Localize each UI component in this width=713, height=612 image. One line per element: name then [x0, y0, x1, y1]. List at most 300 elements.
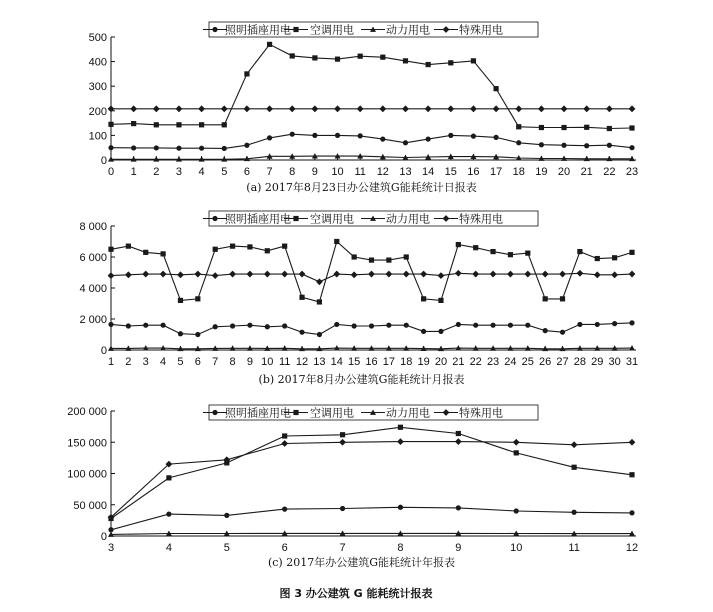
data-point — [421, 296, 426, 301]
x-tick-label: 21 — [580, 166, 593, 178]
data-point — [543, 328, 548, 333]
y-tick-label: 500 — [88, 32, 107, 44]
x-tick-label: 30 — [608, 356, 621, 368]
data-point — [221, 105, 228, 112]
legend-entry: 动力用电 — [386, 406, 430, 420]
legend-entry: 照明插座用电 — [225, 23, 291, 37]
data-point — [456, 322, 461, 327]
legend-entry: 空调用电 — [310, 406, 354, 420]
data-point — [525, 251, 530, 256]
x-tick-label: 4 — [160, 356, 167, 368]
data-point — [267, 135, 272, 140]
x-tick-label: 12 — [295, 356, 309, 368]
data-point — [130, 105, 137, 112]
data-point — [606, 105, 613, 112]
series-line — [111, 427, 632, 518]
x-tick-label: 14 — [422, 166, 435, 178]
data-point — [281, 440, 288, 447]
data-point — [213, 247, 218, 252]
x-tick-label: 6 — [281, 542, 288, 554]
data-point — [176, 146, 181, 151]
data-point — [312, 133, 317, 138]
series-diamond — [108, 105, 636, 112]
y-tick-label: 100 000 — [67, 468, 107, 481]
series-square — [108, 42, 634, 131]
data-point — [178, 331, 183, 336]
data-point — [153, 105, 160, 112]
data-point — [538, 105, 545, 112]
data-point — [629, 125, 634, 130]
x-tick-label: 21 — [452, 356, 465, 368]
series-line — [111, 533, 632, 534]
data-point — [629, 510, 634, 515]
data-point — [404, 323, 409, 328]
series-circle — [108, 320, 634, 337]
data-point — [199, 146, 204, 151]
x-tick-label: 4 — [165, 542, 172, 554]
data-point — [595, 256, 600, 261]
data-point — [426, 62, 431, 67]
data-point — [420, 271, 427, 278]
data-point — [402, 105, 409, 112]
data-point — [455, 438, 462, 445]
data-point — [222, 122, 227, 127]
data-point — [438, 329, 443, 334]
data-point — [490, 249, 495, 254]
data-point — [471, 134, 476, 139]
data-point — [126, 323, 131, 328]
data-point — [351, 271, 358, 278]
data-point — [472, 271, 479, 278]
data-point — [247, 323, 252, 328]
data-point — [607, 143, 612, 148]
x-tick-label: 19 — [535, 166, 548, 178]
data-point — [404, 254, 409, 259]
data-point — [612, 321, 617, 326]
data-point — [516, 124, 521, 129]
y-tick-label: 0 — [100, 531, 107, 543]
data-point — [560, 296, 565, 301]
data-point — [438, 272, 445, 279]
data-point — [334, 105, 341, 112]
data-point — [398, 425, 403, 430]
data-point — [561, 125, 566, 130]
y-tick-label: 50 000 — [73, 499, 107, 512]
x-tick-label: 9 — [246, 356, 253, 368]
x-tick-label: 25 — [521, 356, 534, 368]
x-tick-label: 9 — [455, 542, 462, 554]
data-point — [571, 441, 578, 448]
x-tick-label: 22 — [469, 356, 482, 368]
data-point — [194, 271, 201, 278]
data-point — [385, 271, 392, 278]
data-point — [247, 271, 254, 278]
x-tick-label: 2 — [125, 356, 132, 368]
data-point — [493, 135, 498, 140]
legend — [203, 211, 538, 226]
chart-title: (c) 2017年办公建筑G能耗统计年报表 — [267, 556, 456, 569]
x-tick-label: 11 — [278, 356, 291, 368]
data-point — [508, 323, 513, 328]
y-tick-label: 150 000 — [67, 437, 107, 450]
x-tick-label: 0 — [107, 166, 115, 178]
data-point — [229, 271, 236, 278]
data-point — [456, 505, 461, 510]
data-point — [244, 71, 249, 76]
legend-marker — [293, 216, 298, 221]
x-tick-label: 15 — [444, 166, 457, 178]
x-tick-label: 5 — [223, 542, 230, 554]
data-point — [524, 271, 531, 278]
data-point — [352, 323, 357, 328]
data-point — [335, 57, 340, 62]
data-point — [425, 105, 432, 112]
data-point — [311, 105, 318, 112]
chart-daily-report — [89, 22, 638, 194]
data-point — [629, 250, 634, 255]
data-point — [333, 271, 340, 278]
x-tick-label: 12 — [625, 542, 639, 554]
data-point — [126, 244, 131, 249]
data-point — [577, 322, 582, 327]
data-point — [299, 271, 306, 278]
data-point — [334, 322, 339, 327]
x-tick-label: 3 — [175, 166, 183, 178]
x-tick-label: 13 — [313, 356, 326, 368]
data-point — [282, 433, 287, 438]
data-point — [265, 248, 270, 253]
data-point — [358, 54, 363, 59]
data-point — [166, 475, 171, 480]
data-point — [224, 513, 229, 518]
x-tick-label: 10 — [510, 542, 523, 554]
x-tick-label: 6 — [194, 356, 201, 368]
y-tick-label: 200 000 — [67, 406, 107, 418]
series-circle — [108, 505, 634, 533]
legend-entry: 特殊用电 — [459, 23, 503, 37]
data-point — [447, 105, 454, 112]
data-point — [244, 143, 249, 148]
x-tick-label: 12 — [376, 166, 389, 178]
data-point — [508, 252, 513, 257]
data-point — [507, 271, 514, 278]
legend — [203, 22, 538, 37]
x-tick-label: 19 — [417, 356, 430, 368]
data-point — [473, 323, 478, 328]
series-line — [111, 442, 632, 518]
data-point — [195, 296, 200, 301]
x-tick-label: 17 — [382, 356, 395, 368]
legend-entry: 空调用电 — [310, 23, 354, 37]
x-tick-label: 7 — [339, 542, 346, 554]
x-tick-label: 26 — [539, 356, 552, 368]
data-point — [125, 271, 132, 278]
legend-marker — [212, 27, 217, 32]
x-tick-label: 20 — [434, 356, 448, 368]
data-point — [316, 278, 323, 285]
data-point — [369, 323, 374, 328]
data-point — [166, 512, 171, 517]
x-tick-label: 20 — [557, 166, 571, 178]
data-point — [513, 439, 520, 446]
x-tick-label: 24 — [504, 356, 517, 368]
data-point — [195, 332, 200, 337]
data-point — [584, 125, 589, 130]
x-tick-label: 8 — [397, 542, 404, 554]
data-point — [594, 271, 601, 278]
data-point — [247, 244, 252, 249]
legend-entry: 动力用电 — [386, 23, 430, 37]
data-point — [380, 136, 385, 141]
data-point — [514, 508, 519, 513]
data-point — [282, 244, 287, 249]
data-point — [108, 272, 115, 279]
data-point — [403, 58, 408, 63]
data-point — [386, 258, 391, 263]
data-point — [282, 323, 287, 328]
data-point — [357, 105, 364, 112]
x-tick-label: 10 — [261, 356, 274, 368]
x-tick-label: 11 — [354, 166, 366, 178]
data-point — [161, 251, 166, 256]
x-tick-label: 6 — [243, 166, 250, 178]
data-point — [143, 323, 148, 328]
data-point — [612, 255, 617, 260]
data-point — [176, 122, 181, 127]
data-point — [455, 270, 462, 277]
data-point — [490, 271, 497, 278]
data-point — [358, 133, 363, 138]
data-point — [335, 133, 340, 138]
y-tick-label: 400 — [88, 56, 107, 69]
series-diamond — [108, 270, 636, 285]
data-point — [611, 271, 618, 278]
series-line — [111, 507, 632, 530]
data-point — [154, 122, 159, 127]
y-tick-label: 6 000 — [79, 252, 107, 264]
data-point — [299, 330, 304, 335]
data-point — [131, 145, 136, 150]
data-point — [264, 271, 271, 278]
data-point — [386, 323, 391, 328]
data-point — [629, 472, 634, 477]
data-point — [198, 105, 205, 112]
data-point — [281, 271, 288, 278]
data-point — [142, 271, 149, 278]
chart-title: (a) 2017年8月23日办公建筑G能耗统计日报表 — [246, 181, 477, 194]
data-point — [516, 140, 521, 145]
data-point — [317, 332, 322, 337]
y-tick-label: 200 — [88, 105, 107, 118]
data-point — [282, 507, 287, 512]
x-tick-label: 8 — [289, 166, 296, 178]
data-point — [369, 258, 374, 263]
data-point — [629, 320, 634, 325]
data-point — [426, 136, 431, 141]
data-point — [561, 143, 566, 148]
data-point — [108, 145, 113, 150]
figure-caption: 图 3 办公建筑 G 能耗统计报表 — [279, 587, 433, 600]
data-point — [199, 122, 204, 127]
series-line — [111, 44, 632, 128]
data-point — [143, 250, 148, 255]
x-tick-label: 7 — [266, 166, 273, 178]
x-tick-label: 1 — [107, 356, 115, 368]
data-point — [572, 510, 577, 515]
data-point — [317, 299, 322, 304]
data-point — [160, 271, 167, 278]
legend-marker — [293, 410, 298, 415]
data-point — [473, 245, 478, 250]
data-point — [629, 105, 636, 112]
y-tick-label: 8 000 — [79, 221, 107, 233]
data-point — [572, 465, 577, 470]
x-tick-label: 27 — [556, 356, 569, 368]
x-tick-label: 1 — [130, 166, 137, 178]
data-point — [154, 145, 159, 150]
y-tick-label: 0 — [100, 155, 107, 167]
data-point — [265, 324, 270, 329]
x-tick-label: 22 — [603, 166, 616, 178]
data-point — [456, 431, 461, 436]
data-point — [340, 432, 345, 437]
data-point — [398, 505, 403, 510]
y-tick-label: 0 — [100, 345, 107, 357]
legend-marker — [212, 410, 217, 415]
data-point — [515, 105, 522, 112]
legend-entry: 特殊用电 — [459, 406, 503, 420]
legend-entry: 空调用电 — [310, 212, 354, 226]
chart-title: (b) 2017年8月办公建筑G能耗统计月报表 — [258, 373, 465, 386]
x-tick-label: 10 — [331, 166, 344, 178]
series-line — [111, 134, 632, 148]
data-point — [267, 42, 272, 47]
x-tick-label: 23 — [625, 166, 639, 178]
x-tick-label: 18 — [400, 356, 413, 368]
data-point — [230, 323, 235, 328]
legend-entry: 照明插座用电 — [225, 212, 291, 226]
y-tick-label: 2 000 — [79, 314, 107, 326]
data-point — [490, 323, 495, 328]
data-point — [539, 142, 544, 147]
x-tick-label: 8 — [229, 356, 236, 368]
data-point — [470, 105, 477, 112]
y-tick-label: 300 — [88, 81, 107, 94]
data-point — [178, 298, 183, 303]
data-point — [222, 146, 227, 151]
data-point — [161, 323, 166, 328]
data-point — [403, 271, 410, 278]
data-point — [584, 143, 589, 148]
data-point — [514, 450, 519, 455]
data-point — [629, 439, 636, 446]
data-point — [177, 271, 184, 278]
data-point — [290, 132, 295, 137]
legend-entry: 照明插座用电 — [225, 406, 291, 420]
x-tick-label: 3 — [107, 542, 115, 554]
legend-entry: 特殊用电 — [459, 212, 503, 226]
data-point — [368, 271, 375, 278]
x-tick-label: 17 — [489, 166, 503, 178]
data-point — [456, 242, 461, 247]
x-tick-label: 18 — [512, 166, 525, 178]
x-tick-label: 5 — [221, 166, 228, 178]
data-point — [230, 244, 235, 249]
data-point — [131, 121, 136, 126]
data-point — [312, 55, 317, 60]
data-point — [577, 249, 582, 254]
data-point — [583, 105, 590, 112]
data-point — [577, 270, 584, 277]
x-tick-label: 31 — [625, 356, 639, 368]
x-tick-label: 13 — [399, 166, 412, 178]
x-tick-label: 7 — [212, 356, 219, 368]
legend-marker — [293, 27, 298, 32]
data-point — [543, 296, 548, 301]
data-point — [595, 322, 600, 327]
series-line — [111, 156, 632, 159]
data-point — [290, 53, 295, 58]
y-tick-label: 100 — [88, 130, 107, 143]
data-point — [559, 271, 566, 278]
x-tick-label: 9 — [311, 166, 318, 178]
x-tick-label: 3 — [142, 356, 149, 368]
data-point — [560, 330, 565, 335]
data-point — [266, 105, 273, 112]
data-point — [397, 438, 404, 445]
data-point — [176, 105, 183, 112]
series-circle — [108, 132, 634, 151]
x-tick-label: 28 — [573, 356, 587, 368]
data-point — [244, 105, 251, 112]
data-point — [339, 439, 346, 446]
data-point — [289, 105, 296, 112]
chart-yearly-report — [67, 405, 638, 569]
legend-entry: 动力用电 — [386, 212, 430, 226]
data-point — [212, 272, 219, 279]
x-tick-label: 14 — [330, 356, 343, 368]
x-tick-label: 15 — [348, 356, 361, 368]
x-tick-label: 16 — [365, 356, 378, 368]
legend-marker — [212, 216, 217, 221]
data-point — [438, 298, 443, 303]
data-point — [542, 271, 549, 278]
data-point — [334, 239, 339, 244]
data-point — [493, 105, 500, 112]
data-point — [448, 133, 453, 138]
y-tick-label: 4 000 — [79, 283, 107, 295]
data-point — [629, 271, 636, 278]
legend — [203, 405, 538, 420]
data-point — [379, 105, 386, 112]
data-point — [561, 105, 568, 112]
data-point — [448, 60, 453, 65]
data-point — [403, 140, 408, 145]
data-point — [493, 86, 498, 91]
series-square — [108, 425, 634, 521]
data-point — [539, 125, 544, 130]
data-point — [380, 55, 385, 60]
x-tick-label: 5 — [177, 356, 184, 368]
data-point — [525, 323, 530, 328]
data-point — [421, 329, 426, 334]
data-point — [108, 247, 113, 252]
chart-monthly-report — [79, 211, 638, 386]
data-point — [340, 506, 345, 511]
x-tick-label: 11 — [568, 542, 580, 554]
data-point — [352, 254, 357, 259]
data-point — [607, 126, 612, 131]
